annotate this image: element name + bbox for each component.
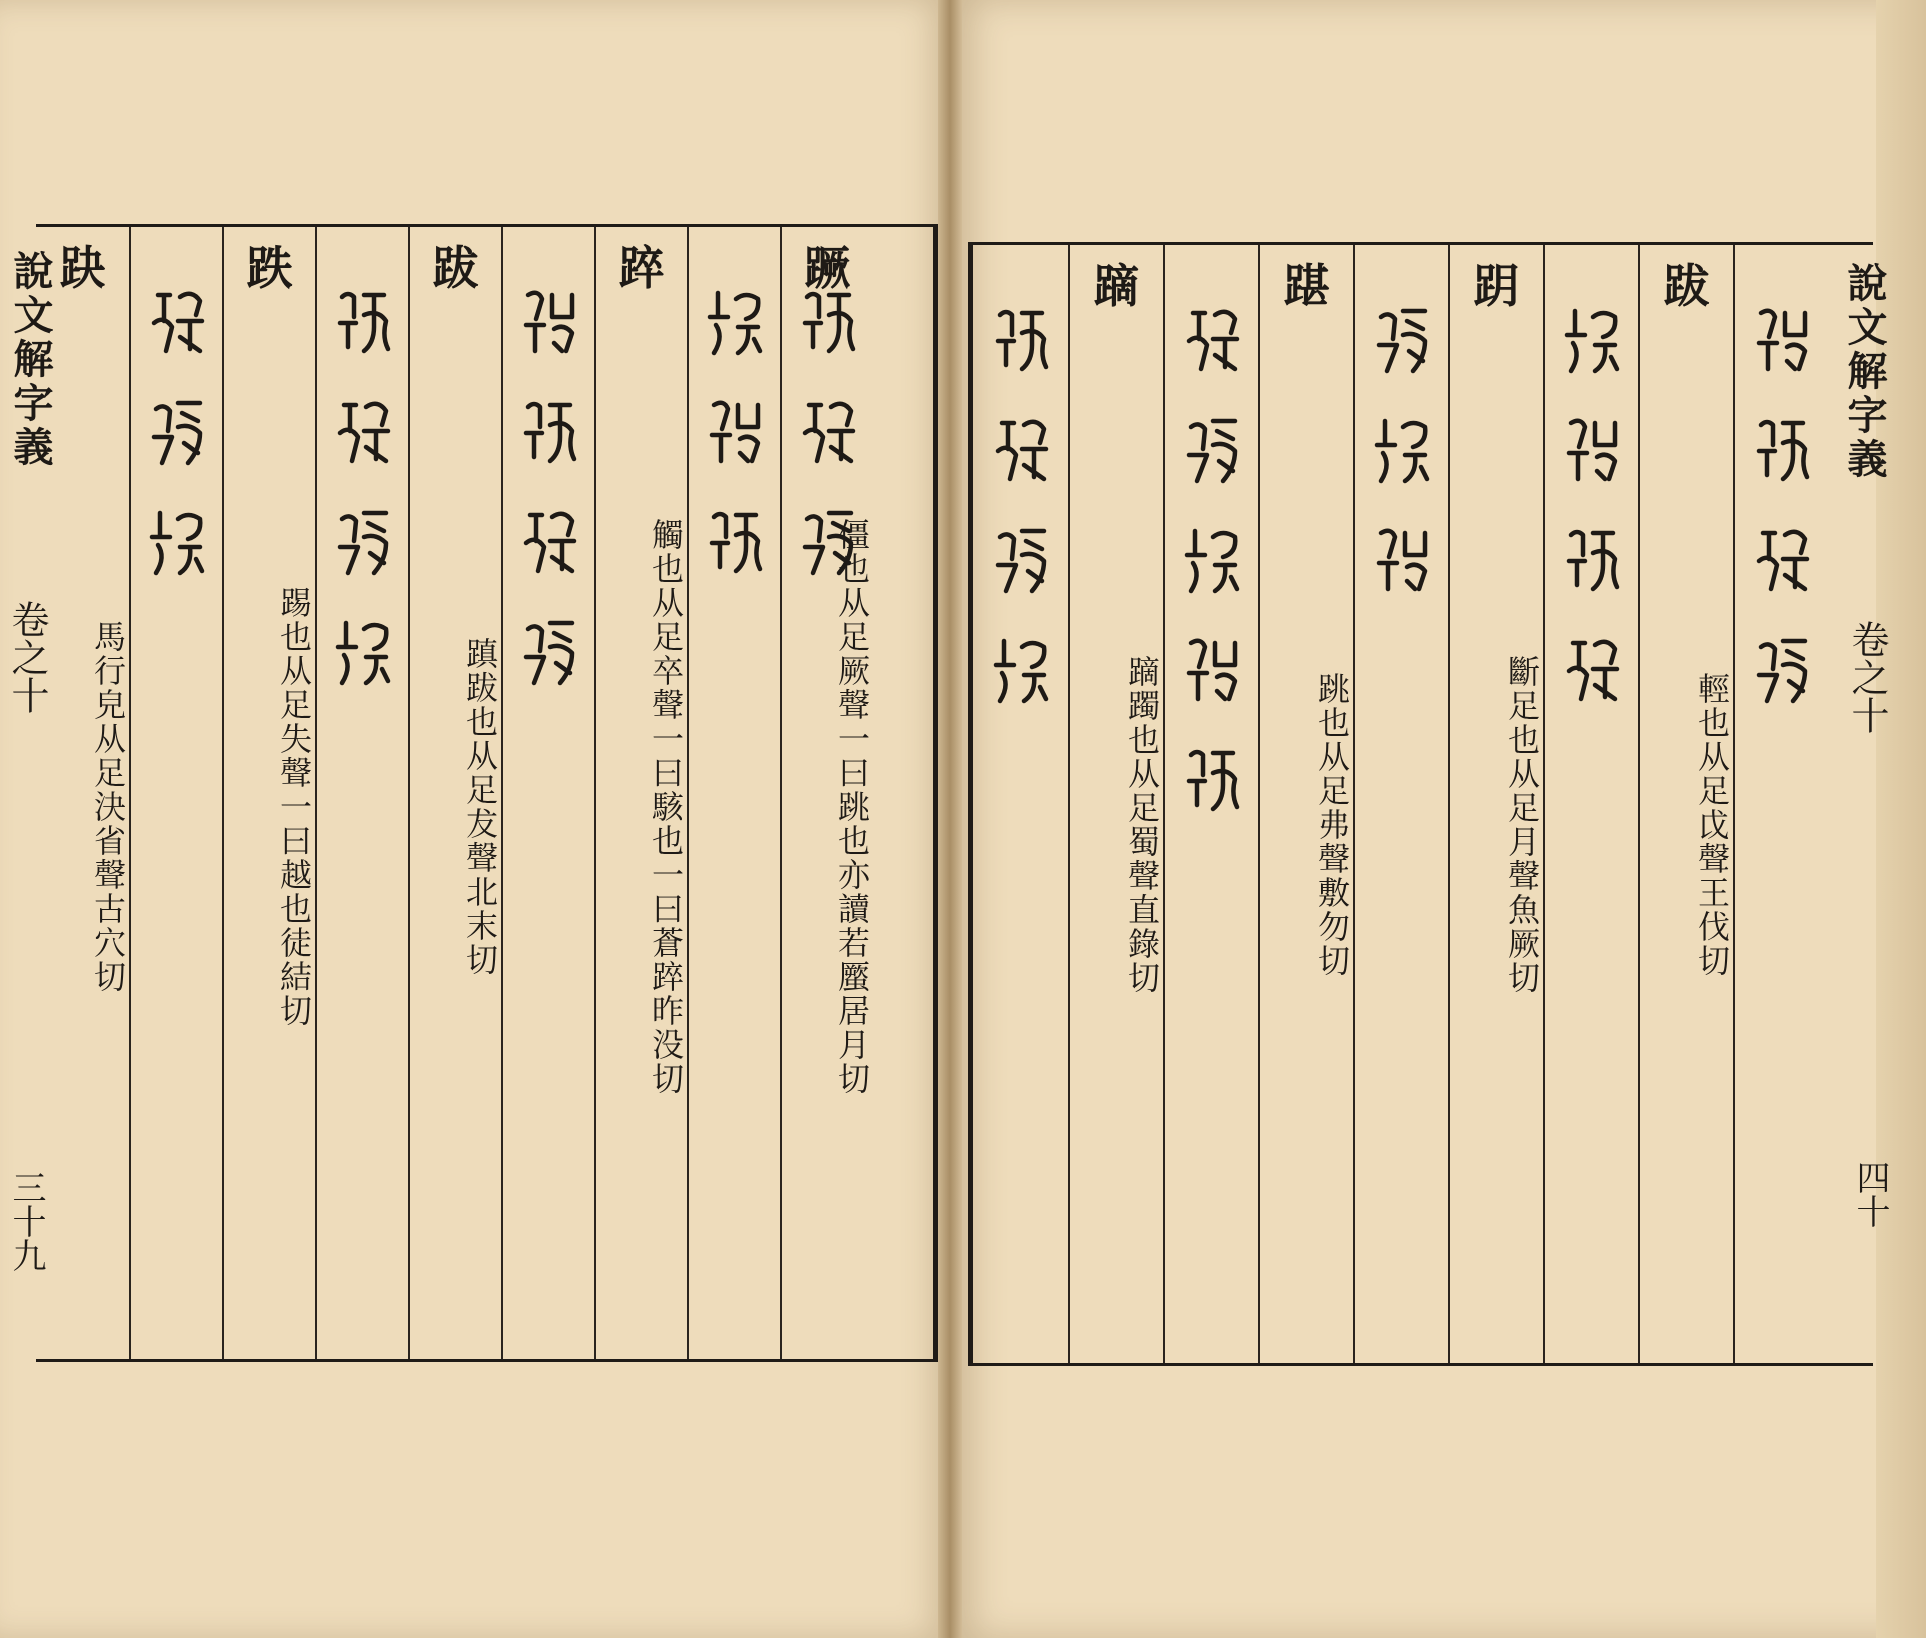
entry-column (36, 227, 129, 1359)
seal-glyph-icon (1183, 415, 1241, 487)
seal-glyph-icon (706, 287, 764, 359)
seal-glyph-icon (1183, 525, 1241, 597)
seal-script-forms (332, 287, 394, 727)
gloss-text: 蹢躅也从足蜀聲直錄切 (1123, 655, 1161, 995)
seal-glyph-icon (1563, 635, 1621, 707)
seal-glyph-icon (1183, 305, 1241, 377)
gloss-text: 僵也从足厥聲一曰跳也亦讀若蟨居月切 (833, 518, 871, 1096)
right-margin-page: 四十 (1850, 1160, 1890, 1228)
seal-glyph-icon (148, 507, 206, 579)
gloss-text: 踢也从足失聲一曰越也徒結切 (275, 586, 313, 1028)
seal-script-forms (146, 287, 208, 617)
seal-column (501, 227, 594, 1359)
seal-script-forms (990, 305, 1052, 745)
headword: 踤 (618, 241, 665, 295)
headword: 蹢 (1093, 259, 1140, 313)
seal-script-forms (1371, 305, 1433, 635)
right-margin-volume: 卷之十 (1845, 620, 1889, 734)
gloss-text: 蹎跋也从足犮聲北末切 (461, 637, 499, 977)
seal-script-forms (704, 287, 766, 617)
seal-glyph-icon (334, 507, 392, 579)
book-gutter (938, 0, 962, 1638)
seal-script-forms (1181, 305, 1243, 855)
seal-glyph-icon (799, 507, 857, 579)
page-edge (1876, 0, 1926, 1638)
seal-glyph-icon (1753, 525, 1811, 597)
headword: 跀 (1473, 259, 1520, 313)
seal-glyph-icon (520, 287, 578, 359)
gloss-text: 觸也从足卒聲一曰駭也一曰蒼踤昨没切 (647, 518, 685, 1096)
seal-glyph-icon (706, 397, 764, 469)
gloss-text: 馬行皃从足決省聲古穴切 (89, 620, 127, 994)
seal-glyph-icon (799, 287, 857, 359)
seal-glyph-icon (992, 525, 1050, 597)
entry-column (408, 227, 501, 1359)
seal-glyph-icon (1183, 635, 1241, 707)
seal-glyph-icon (1753, 415, 1811, 487)
left-margin-page: 三十九 (6, 1170, 46, 1272)
seal-glyph-icon (520, 617, 578, 689)
headword: 跋 (1663, 259, 1710, 313)
right-text-frame (968, 242, 1873, 1366)
seal-glyph-icon (334, 287, 392, 359)
seal-column (315, 227, 408, 1359)
seal-column (973, 245, 1068, 1363)
left-margin-volume: 卷之十 (5, 600, 49, 714)
seal-column (1163, 245, 1258, 1363)
seal-glyph-icon (520, 397, 578, 469)
seal-glyph-icon (148, 287, 206, 359)
left-margin-title: 說文解字義 (7, 250, 54, 470)
seal-glyph-icon (799, 397, 857, 469)
right-margin-title: 說文解字義 (1841, 262, 1888, 482)
seal-script-forms (1751, 305, 1813, 745)
gloss-text: 輕也从足戉聲王伐切 (1693, 672, 1731, 978)
headword: 趹 (59, 241, 106, 295)
seal-glyph-icon (1373, 525, 1431, 597)
seal-glyph-icon (1183, 745, 1241, 817)
seal-column (1353, 245, 1448, 1363)
seal-glyph-icon (148, 397, 206, 469)
seal-glyph-icon (1753, 635, 1811, 707)
seal-script-forms (518, 287, 580, 727)
gloss-text: 斷足也从足月聲魚厥切 (1503, 655, 1541, 995)
seal-glyph-icon (992, 305, 1050, 377)
entry-column (1068, 245, 1163, 1363)
entry-column (1448, 245, 1543, 1363)
seal-glyph-icon (706, 507, 764, 579)
gloss-text: 跳也从足弗聲敷勿切 (1313, 672, 1351, 978)
seal-glyph-icon (1373, 415, 1431, 487)
headword: 跌 (246, 241, 293, 295)
seal-script-forms (1561, 305, 1623, 745)
left-text-frame (36, 224, 938, 1362)
seal-column (1733, 245, 1828, 1363)
entry-column (594, 227, 687, 1359)
seal-glyph-icon (334, 617, 392, 689)
seal-glyph-icon (1563, 305, 1621, 377)
seal-glyph-icon (520, 507, 578, 579)
seal-glyph-icon (992, 415, 1050, 487)
seal-column (129, 227, 222, 1359)
seal-glyph-icon (1753, 305, 1811, 377)
seal-glyph-icon (1563, 525, 1621, 597)
entry-column (1258, 245, 1353, 1363)
seal-column (687, 227, 780, 1359)
seal-column (1543, 245, 1638, 1363)
seal-glyph-icon (1373, 305, 1431, 377)
headword: 踸 (1283, 259, 1330, 313)
seal-glyph-icon (334, 397, 392, 469)
seal-script-forms (797, 287, 859, 617)
entry-column (222, 227, 315, 1359)
entry-column (1638, 245, 1733, 1363)
seal-glyph-icon (1563, 415, 1621, 487)
seal-glyph-icon (992, 635, 1050, 707)
headword: 蹶 (804, 241, 851, 295)
headword: 跋 (432, 241, 479, 295)
entry-column (780, 227, 873, 1359)
